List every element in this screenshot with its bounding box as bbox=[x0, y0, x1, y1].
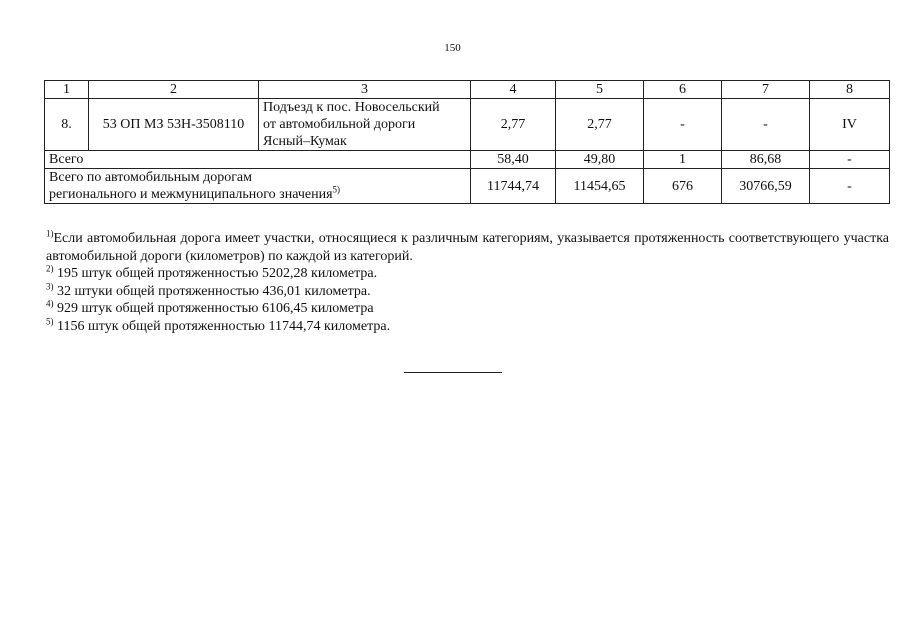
column-header: 3 bbox=[259, 81, 471, 99]
footnote-text: 32 штуки общей протяженностью 436,01 километра. bbox=[57, 283, 371, 299]
footnote-text: 1156 штук общей протяженностью 11744,74 километра. bbox=[57, 318, 391, 334]
road-name-line: Подъезд к пос. Новосельский bbox=[263, 100, 440, 115]
column-header: 7 bbox=[722, 81, 810, 99]
footnote-mark: 4) bbox=[46, 298, 54, 309]
total-label: Всего bbox=[45, 151, 471, 169]
footnote-item bbox=[46, 230, 889, 265]
value-cell: 11454,65 bbox=[556, 169, 644, 204]
grand-total-label-line bbox=[49, 186, 466, 203]
value-cell: 30766,59 bbox=[722, 169, 810, 204]
column-header: 5 bbox=[556, 81, 644, 99]
value-cell: 86,68 bbox=[722, 151, 810, 169]
column-header: 4 bbox=[471, 81, 556, 99]
column-header: 8 bbox=[810, 81, 890, 99]
value-cell: - bbox=[722, 99, 810, 151]
footnote-text: 929 штук общей протяженностью 6106,45 километра bbox=[57, 301, 374, 316]
road-name-line: Ясный–Кумак bbox=[263, 134, 347, 149]
value-cell: 2,77 bbox=[471, 99, 556, 151]
value-cell: 58,40 bbox=[471, 151, 556, 169]
value-cell: 11744,74 bbox=[471, 169, 556, 204]
footnote-text: Если автомобильная дорога имеет участки, относящиеся к различным категориям, указывается протяженность соответствующего участка автомобильной дороги (километров) по каждой из категорий. bbox=[46, 231, 889, 264]
category-cell: IV bbox=[810, 99, 890, 151]
grand-total-label-line: Всего по автомобильным дорогам bbox=[49, 170, 253, 185]
total-row bbox=[45, 151, 890, 169]
footnote-item bbox=[46, 300, 889, 318]
footnote-item bbox=[46, 315, 889, 336]
grand-total-row bbox=[45, 169, 890, 204]
value-cell: - bbox=[644, 99, 722, 151]
footnote-mark: 5) bbox=[46, 315, 54, 326]
value-cell: 1 bbox=[644, 151, 722, 169]
footnote-mark: 2) bbox=[46, 263, 54, 274]
value-cell: - bbox=[810, 151, 890, 169]
row-number-cell: 8. bbox=[45, 99, 89, 151]
footnotes bbox=[46, 230, 889, 335]
end-divider bbox=[404, 372, 502, 373]
roads-table bbox=[44, 80, 890, 204]
page-number: 150 bbox=[444, 42, 461, 54]
footnote-mark: 3) bbox=[46, 280, 54, 291]
road-name-line: от автомобильной дороги bbox=[263, 117, 416, 132]
footnote-mark: 5) bbox=[332, 184, 341, 195]
footnote-item bbox=[46, 280, 889, 301]
grand-total-label-text: регионального и межмуниципального значения bbox=[49, 187, 333, 202]
grand-total-label bbox=[45, 169, 471, 204]
table-header-row bbox=[45, 81, 890, 99]
value-cell: 676 bbox=[644, 169, 722, 204]
footnote-item bbox=[46, 265, 889, 283]
column-header: 2 bbox=[89, 81, 259, 99]
table-row bbox=[45, 99, 890, 151]
value-cell: 49,80 bbox=[556, 151, 644, 169]
footnote-text: 195 штук общей протяженностью 5202,28 километра. bbox=[57, 266, 378, 281]
column-header: 1 bbox=[45, 81, 89, 99]
road-name-cell bbox=[259, 99, 471, 151]
value-cell: - bbox=[810, 169, 890, 204]
column-header: 6 bbox=[644, 81, 722, 99]
footnote-mark: 1) bbox=[46, 228, 54, 239]
road-id-cell: 53 ОП МЗ 53Н-3508110 bbox=[89, 99, 259, 151]
value-cell: 2,77 bbox=[556, 99, 644, 151]
